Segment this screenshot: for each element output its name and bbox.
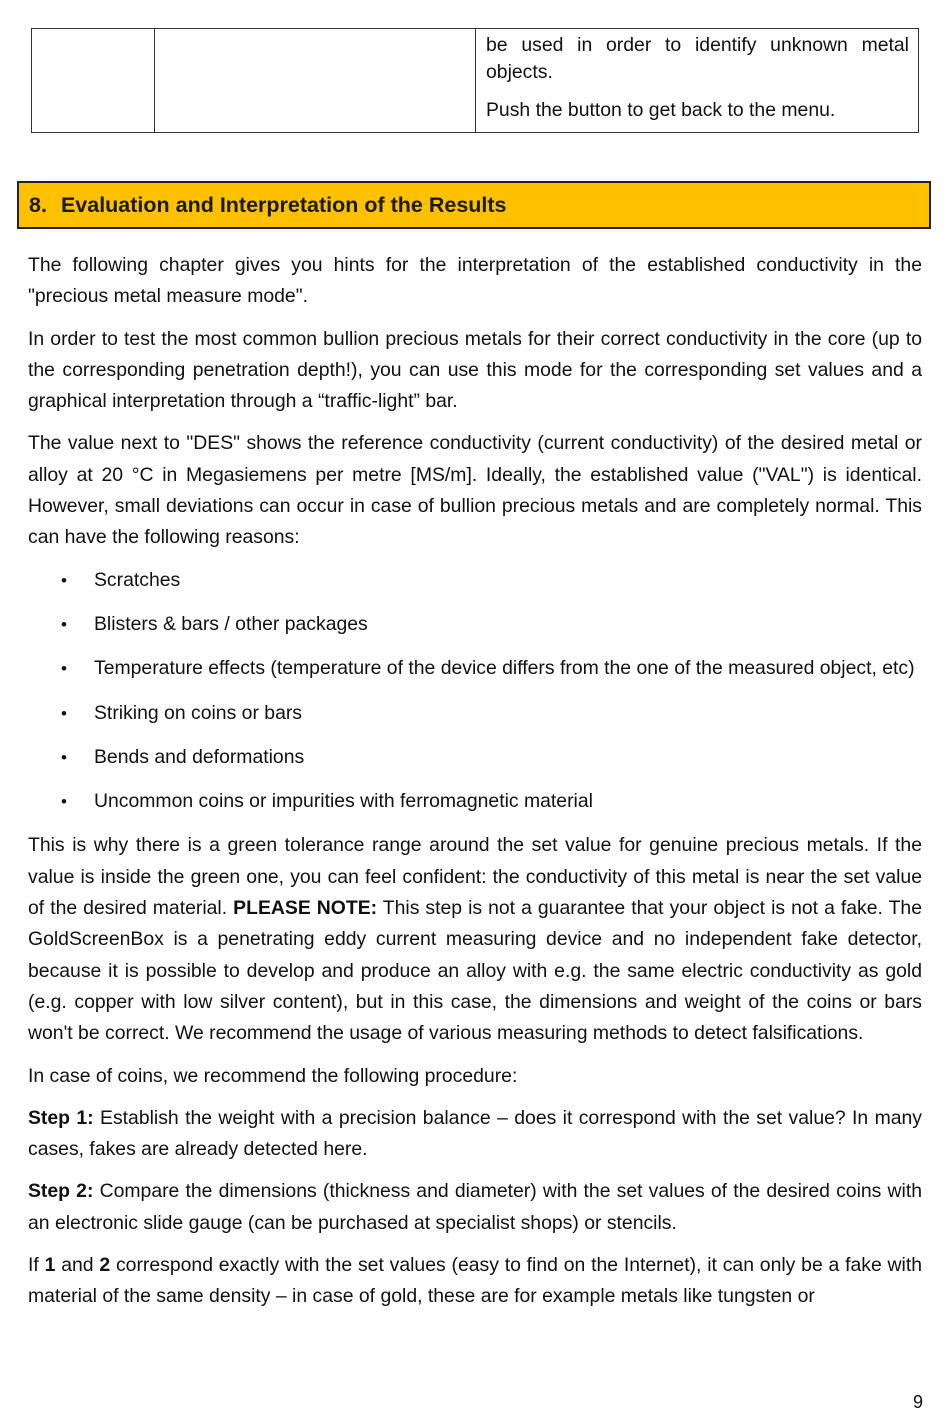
list-item <box>28 653 922 684</box>
list-item-text: Bends and deformations <box>94 745 305 768</box>
step-ref-1: 1 <box>44 1254 56 1277</box>
paragraph-procedure-intro: In case of coins, we recommend the following procedure: <box>28 1064 518 1087</box>
bullet-icon: • <box>61 659 67 679</box>
list-item <box>28 698 922 729</box>
step-1-text: Establish the weight with a precision balance – does it correspond with the set value? In many cases, fakes are already detected here. <box>28 1106 922 1161</box>
list-item-text: Uncommon coins or impurities with ferromagnetic material <box>94 790 593 813</box>
reasons-list <box>28 565 922 818</box>
list-item-text: Temperature effects (temperature of the device differs from the one of the measured object, etc) <box>94 657 915 680</box>
paragraph-step-2 <box>28 1176 922 1239</box>
list-item <box>28 609 922 640</box>
conclusion-text-rest: correspond exactly with the set values (easy to find on the Internet), it can only be a fake with material of the same density – in case of gold, these are for example metals like tungsten or <box>28 1254 923 1308</box>
step-1-label: Step 1: <box>28 1106 94 1129</box>
tolerance-text: This is why there is a green tolerance range around the set value for genuine precious metals. If the value is inside the green one, you can feel confident: the conductivity of this metal is near the set value of the desired material. <box>28 834 922 920</box>
bullet-icon: • <box>61 570 67 590</box>
list-item <box>28 565 922 596</box>
list-item-text: Scratches <box>94 568 181 591</box>
list-item <box>28 742 922 773</box>
bullet-icon: • <box>61 703 67 723</box>
list-item-text: Blisters & bars / other packages <box>94 612 368 635</box>
list-item-text: Striking on coins or bars <box>94 701 303 724</box>
section-title: Evaluation and Interpretation of the Results <box>60 192 507 217</box>
paragraph-conclusion <box>28 1250 922 1313</box>
table-cell-paragraph: Push the button to get back to the menu. <box>486 99 836 121</box>
table-row <box>32 29 919 133</box>
paragraph-test-mode: In order to test the most common bullion precious metals for their correct conductivity in the core (up to the corresponding penetration depth!), you can use this mode for the corresponding set values and a graphical interpretation through a “traffic-light” bar. <box>28 327 922 413</box>
table-cell-text <box>476 29 919 133</box>
list-item <box>28 786 922 817</box>
table-cell-empty <box>32 29 155 133</box>
instructions-table-fragment <box>31 28 919 133</box>
table-cell-empty <box>155 29 476 133</box>
step-ref-2: 2 <box>99 1254 111 1277</box>
conclusion-text-if: If <box>28 1254 39 1277</box>
please-note-label: PLEASE NOTE: <box>233 897 378 920</box>
section-body <box>28 250 922 1324</box>
paragraph-step-1 <box>28 1103 922 1166</box>
section-number: 8. <box>29 192 47 217</box>
paragraph-intro: The following chapter gives you hints for the interpretation of the established conductivity in the "precious metal measure mode". <box>28 254 922 308</box>
bullet-icon: • <box>61 614 67 634</box>
bullet-icon: • <box>61 792 67 812</box>
bullet-icon: • <box>61 747 67 767</box>
table-cell-paragraph: be used in order to identify unknown metal objects. <box>486 34 909 83</box>
step-2-text: Compare the dimensions (thickness and diameter) with the set values of the desired coins with an electronic slide gauge (can be purchased at specialist shops) or stencils. <box>28 1180 922 1234</box>
please-note-text: This step is not a guarantee that your object is not a fake. The GoldScreenBox is a penetrating eddy current measuring device and no independent fake detector, because it is possible to develop and produce an alloy with e.g. the same electric conductivity as gold (e.g. copper with low silver content), but in this case, the dimensions and weight of the coins or bars won't be correct. We recommend the usage of various measuring methods to detect falsifications. <box>28 897 923 1045</box>
conclusion-text-and: and <box>61 1254 94 1277</box>
section-heading <box>17 181 931 229</box>
paragraph-tolerance <box>28 830 922 1049</box>
step-2-label: Step 2: <box>28 1180 94 1203</box>
paragraph-des-value: The value next to "DES" shows the reference conductivity (current conductivity) of the desired metal or alloy at 20 °C in Megasiemens per metre [MS/m]. Ideally, the established value ("VAL") is identical. However, small deviations can occur in case of bullion precious metals and are completely normal. This can have the following reasons: <box>28 432 922 549</box>
page-number: 9 <box>912 1392 923 1412</box>
